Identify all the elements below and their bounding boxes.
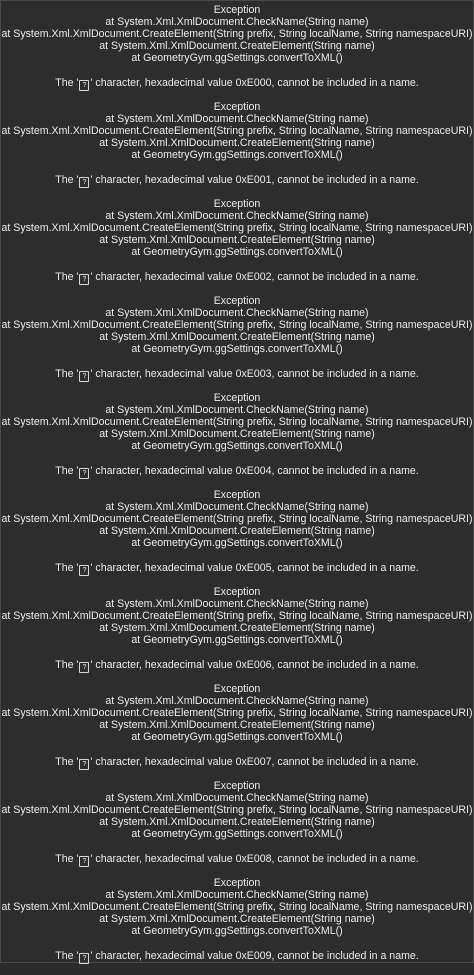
message-prefix: The '	[55, 173, 79, 186]
stack-trace-line: at System.Xml.XmlDocument.CreateElement(String prefix, String localName, String namespaceURI)	[1, 318, 473, 331]
exception-block	[1, 587, 473, 684]
exception-message	[1, 951, 473, 964]
exception-block	[1, 5, 473, 102]
exception-heading: Exception	[213, 198, 261, 210]
stack-trace-line: at System.Xml.XmlDocument.CreateElement(String prefix, String localName, String namespaceURI)	[1, 609, 473, 622]
exception-heading: Exception	[213, 489, 261, 501]
exception-block	[1, 684, 473, 781]
message-suffix: ' character, hexadecimal value 0xE005, cannot be included in a name.	[90, 561, 419, 574]
exception-heading: Exception	[213, 877, 261, 889]
stack-trace-line: at System.Xml.XmlDocument.CheckName(String name)	[105, 500, 369, 513]
exception-message	[1, 78, 473, 91]
stack-trace-line: at GeometryGym.ggSettings.convertToXML()	[131, 439, 343, 452]
stack-trace-line: at System.Xml.XmlDocument.CreateElement(String prefix, String localName, String namespaceURI)	[1, 706, 473, 719]
stack-trace-line: at System.Xml.XmlDocument.CreateElement(String name)	[99, 330, 375, 343]
stack-trace-line: at System.Xml.XmlDocument.CreateElement(String prefix, String localName, String namespaceURI)	[1, 124, 473, 137]
stack-trace-line: at System.Xml.XmlDocument.CreateElement(String name)	[99, 524, 375, 537]
message-suffix: ' character, hexadecimal value 0xE003, cannot be included in a name.	[90, 367, 419, 380]
stack-trace-line: at System.Xml.XmlDocument.CreateElement(String prefix, String localName, String namespaceURI)	[1, 221, 473, 234]
stack-trace-line: at System.Xml.XmlDocument.CreateElement(String prefix, String localName, String namespaceURI)	[1, 27, 473, 40]
stack-trace-line: at System.Xml.XmlDocument.CreateElement(String name)	[99, 815, 375, 828]
exception-message	[1, 466, 473, 479]
exception-block	[1, 393, 473, 490]
exception-message	[1, 757, 473, 770]
unknown-character-icon: ?	[79, 468, 89, 479]
message-prefix: The '	[55, 658, 79, 671]
message-suffix: ' character, hexadecimal value 0xE007, cannot be included in a name.	[90, 755, 419, 768]
unknown-character-icon: ?	[79, 274, 89, 285]
stack-trace-line: at System.Xml.XmlDocument.CheckName(String name)	[105, 112, 369, 125]
message-prefix: The '	[55, 76, 79, 89]
stack-trace-line: at System.Xml.XmlDocument.CheckName(String name)	[105, 403, 369, 416]
unknown-character-icon: ?	[79, 80, 89, 91]
exception-message	[1, 660, 473, 673]
stack-trace-line: at System.Xml.XmlDocument.CheckName(String name)	[105, 791, 369, 804]
stack-trace-line: at System.Xml.XmlDocument.CheckName(String name)	[105, 306, 369, 319]
unknown-character-icon: ?	[79, 953, 89, 964]
stack-trace-line: at GeometryGym.ggSettings.convertToXML()	[131, 245, 343, 258]
message-prefix: The '	[55, 464, 79, 477]
exception-heading: Exception	[213, 295, 261, 307]
stack-trace-line: at System.Xml.XmlDocument.CreateElement(String name)	[99, 136, 375, 149]
stack-trace-line: at System.Xml.XmlDocument.CheckName(String name)	[105, 15, 369, 28]
exception-heading: Exception	[213, 586, 261, 598]
stack-trace-line: at GeometryGym.ggSettings.convertToXML()	[131, 51, 343, 64]
stack-trace-line: at System.Xml.XmlDocument.CheckName(String name)	[105, 597, 369, 610]
exception-block	[1, 102, 473, 199]
message-prefix: The '	[55, 949, 79, 962]
message-suffix: ' character, hexadecimal value 0xE001, cannot be included in a name.	[90, 173, 419, 186]
exception-block	[1, 199, 473, 296]
stack-trace-line: at System.Xml.XmlDocument.CheckName(String name)	[105, 694, 369, 707]
message-suffix: ' character, hexadecimal value 0xE009, cannot be included in a name.	[90, 949, 419, 962]
stack-trace-line: at GeometryGym.ggSettings.convertToXML()	[131, 730, 343, 743]
stack-trace-line: at System.Xml.XmlDocument.CreateElement(String name)	[99, 718, 375, 731]
stack-trace-line: at System.Xml.XmlDocument.CreateElement(String prefix, String localName, String namespaceURI)	[1, 803, 473, 816]
message-suffix: ' character, hexadecimal value 0xE002, cannot be included in a name.	[90, 270, 419, 283]
unknown-character-icon: ?	[79, 759, 89, 770]
stack-trace-line: at System.Xml.XmlDocument.CreateElement(String name)	[99, 912, 375, 925]
message-prefix: The '	[55, 852, 79, 865]
stack-trace-line: at System.Xml.XmlDocument.CreateElement(String prefix, String localName, String namespaceURI)	[1, 415, 473, 428]
unknown-character-icon: ?	[79, 177, 89, 188]
stack-trace-line: at GeometryGym.ggSettings.convertToXML()	[131, 342, 343, 355]
exception-block	[1, 878, 473, 975]
exception-heading: Exception	[213, 392, 261, 404]
stack-trace-line: at System.Xml.XmlDocument.CreateElement(String name)	[99, 39, 375, 52]
exception-message	[1, 272, 473, 285]
exception-heading: Exception	[213, 4, 261, 16]
stack-trace-line: at System.Xml.XmlDocument.CheckName(String name)	[105, 888, 369, 901]
message-suffix: ' character, hexadecimal value 0xE004, cannot be included in a name.	[90, 464, 419, 477]
message-prefix: The '	[55, 367, 79, 380]
exception-heading: Exception	[213, 780, 261, 792]
exception-block	[1, 296, 473, 393]
exception-heading: Exception	[213, 683, 261, 695]
exception-message	[1, 369, 473, 382]
stack-trace-line: at GeometryGym.ggSettings.convertToXML()	[131, 148, 343, 161]
stack-trace-line: at System.Xml.XmlDocument.CreateElement(String prefix, String localName, String namespaceURI)	[1, 512, 473, 525]
error-message-area	[1, 1, 473, 975]
exception-block	[1, 490, 473, 587]
message-prefix: The '	[55, 561, 79, 574]
exception-heading: Exception	[213, 101, 261, 113]
stack-trace-line: at System.Xml.XmlDocument.CreateElement(String name)	[99, 427, 375, 440]
unknown-character-icon: ?	[79, 856, 89, 867]
unknown-character-icon: ?	[79, 662, 89, 673]
message-suffix: ' character, hexadecimal value 0xE008, cannot be included in a name.	[90, 852, 419, 865]
unknown-character-icon: ?	[79, 565, 89, 576]
stack-trace-line: at System.Xml.XmlDocument.CreateElement(String prefix, String localName, String namespaceURI)	[1, 900, 473, 913]
stack-trace-line: at GeometryGym.ggSettings.convertToXML()	[131, 536, 343, 549]
stack-trace-line: at GeometryGym.ggSettings.convertToXML()	[131, 633, 343, 646]
exception-block	[1, 781, 473, 878]
message-prefix: The '	[55, 755, 79, 768]
unknown-character-icon: ?	[79, 371, 89, 382]
exception-message	[1, 854, 473, 867]
message-suffix: ' character, hexadecimal value 0xE000, cannot be included in a name.	[90, 76, 419, 89]
stack-trace-line: at System.Xml.XmlDocument.CheckName(String name)	[105, 209, 369, 222]
stack-trace-line: at GeometryGym.ggSettings.convertToXML()	[131, 924, 343, 937]
stack-trace-line: at System.Xml.XmlDocument.CreateElement(String name)	[99, 621, 375, 634]
message-prefix: The '	[55, 270, 79, 283]
exception-message	[1, 563, 473, 576]
exception-message	[1, 175, 473, 188]
stack-trace-line: at GeometryGym.ggSettings.convertToXML()	[131, 827, 343, 840]
stack-trace-line: at System.Xml.XmlDocument.CreateElement(String name)	[99, 233, 375, 246]
message-suffix: ' character, hexadecimal value 0xE006, cannot be included in a name.	[90, 658, 419, 671]
